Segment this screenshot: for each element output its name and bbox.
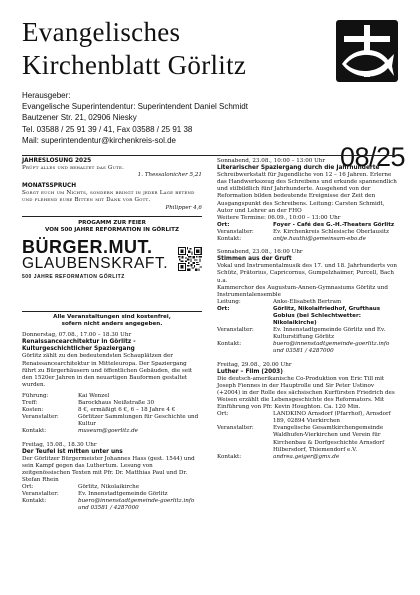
event-date: Sonnabend, 23.08., 10:00 – 13:00 Uhr — [217, 158, 326, 164]
detail-value: Görlitz, Nikolaifriedhof, Grufthaus Gobius (bei Schlechtwetter: Nikolaikirche) — [273, 305, 381, 327]
detail-key: Kontakt: — [22, 498, 47, 505]
event-title: Literarischer Spaziergang durch die Jahrhunderte — [217, 165, 380, 172]
banner-line-3: 500 JAHRE REFORMATION GÖRLITZ — [22, 273, 125, 280]
detail-key: Kontakt: — [217, 453, 242, 460]
contact-link[interactable]: museum@goerlitz.de — [78, 428, 138, 435]
banner-line-2: GLAUBENSKRAFT. — [22, 254, 169, 272]
event-description: Görlitz zählt zu den bedeutendsten Schauplätzen der Renaissancearchitektur in Mitteleuropa. Der Spaziergang führt zu Bürgerhäusern und öffentlichen Gebäuden, die seit den 1520er Jahren in den neuartigen Bauformen gestaltet wurden. — [22, 353, 193, 388]
event-detail-row — [217, 222, 398, 229]
event-detail-row — [22, 498, 202, 512]
monatsspruch-text: Sorgt euch um Nichts, sondern bringt in jeder Lage betend und flehend eure Bitten mit Dank vor Gott. — [22, 190, 195, 204]
event-detail-row — [22, 484, 202, 491]
detail-value: Kai Wenzel — [78, 392, 110, 399]
detail-value: Ev. Kirchenkreis Schlesische Oberlausitz — [273, 228, 389, 235]
detail-key: Kontakt: — [217, 236, 242, 243]
contact-link[interactable]: andrea.geiger@gmx.de — [273, 453, 340, 460]
detail-value: Görlitz, Nikolaikirche — [78, 484, 140, 491]
detail-key: Kontakt: — [217, 341, 242, 348]
contact-link[interactable]: buero@innenstadtgemeinde-goerlitz.info und 03581 / 4287000 — [273, 341, 390, 355]
title-line-2: Kirchenblatt Görlitz — [22, 50, 247, 80]
event-title: Renaissancearchitektur in Görlitz - Kulturgeschichtlicher Spaziergang — [22, 339, 136, 353]
detail-key: Veranstalter: — [217, 425, 254, 432]
programm-heading-1: PROGAMM ZUR FEIER — [78, 219, 146, 226]
event-detail-row — [22, 414, 202, 428]
event-date: Freitag, 15.08., 18.30 Uhr — [22, 441, 97, 448]
detail-value: Ev. Innenstadtgemeinde Görlitz — [78, 491, 168, 498]
event-title: Der Teufel ist mitten unter uns — [22, 448, 123, 455]
event-detail-row — [22, 407, 202, 414]
detail-value: Foyer - Café des G.-H.-Theaters Görlitz — [273, 221, 395, 228]
detail-key: Kontakt: — [22, 428, 47, 435]
event-date: Freitag, 29.08., 20.00 Uhr — [217, 361, 292, 368]
church-fish-logo-icon — [336, 20, 398, 82]
publisher-line: Evangelische Superintendentur: Superintendent Daniel Schmidt — [22, 102, 248, 112]
detail-key: Ort: — [217, 221, 230, 228]
event-detail-row — [22, 400, 202, 407]
event-detail-row — [217, 411, 398, 425]
detail-key: Veranstalter: — [217, 228, 254, 235]
monatsspruch-reference: Philipper 4,6 — [165, 204, 202, 211]
event-date: Sonnabend, 23.08., 16:00 Uhr — [217, 249, 303, 256]
programm-rule — [22, 216, 202, 217]
issue-number: 08/25 — [340, 142, 406, 172]
reformation-banner — [22, 238, 202, 281]
detail-key: Ort: — [217, 305, 230, 312]
free-note-2: sofern nicht anders angegeben. — [61, 321, 163, 328]
event-detail-row — [217, 425, 398, 453]
detail-value: Evangelische Gesamtkirchengemeinde Waldhufen-Vierkirchen und Verein für Kirchenbau & Dorfgeschichte Arnsdorf Hilbersdorf, Thiemendorf e.V. — [273, 425, 385, 453]
detail-value: Ev. Innenstadtgemeinde Görlitz und Ev. Kulturstiftung Görlitz — [273, 327, 386, 341]
event-detail-row — [217, 229, 398, 236]
event-detail-row — [217, 341, 398, 355]
event-detail-row — [22, 428, 202, 435]
detail-value: Anke-Elisabeth Bertram — [273, 298, 342, 305]
event-description: Schreibwerkstatt für Jugendliche von 12 – 16 Jahren. Erlerne das Handwerkszeug des Schreibens und erkunde spannendlich und stilbildlich fünf Jahrhunderte. Ausgehend von der Reformation bilden bedeutende Ereignisse der Zeit den Ausgangspunkt des Schreibens. Leitung: Carsten Schmidt, Autor und Lehrer an der FHO — [217, 172, 397, 214]
header-rule — [22, 155, 398, 156]
event-detail-row — [217, 299, 398, 306]
publisher-line: Bautzener Str. 21, 02906 Niesky — [22, 113, 137, 123]
publisher-info — [22, 90, 352, 146]
event-detail-row — [217, 327, 398, 341]
event-title: Stimmen aus der Gruft — [217, 256, 292, 263]
contact-link[interactable]: antje.hauthi@gemeinsam-ebo.de — [273, 236, 366, 243]
event-title: Luther – Film (2003) — [217, 368, 283, 375]
detail-value: Görlitzer Sammlungen für Geschichte und Kultur — [78, 414, 199, 428]
detail-value: Barockhaus Neißstraße 30 — [78, 400, 154, 407]
event-description: Vokal und Instrumentalmusik des 17. und 18. Jahrhunderts von Schütz, Prätorius, Capricornus, Gumpelzhaimer, Purcell, Bach u.a. — [217, 263, 397, 284]
event-description: Die deutsch-amerikanische Co-Produktion von Eric Till mit Joseph Fiennes in der Hauptrolle und Sir Peter Ustinov (+2004) in der Rolle des sächsischen Kurfürsten Friedrich des Weisen erzählt die Lebensgeschichte des Reformators. Mit Einführung von Pfr. Kevin Houghton. Ca. 120 Min. — [217, 375, 395, 411]
event-date: Donnerstag, 07.08., 17.00 – 18.30 Uhr — [22, 332, 132, 339]
jahreslosung-text: Prüft alles und behaltet das Gute. — [22, 165, 125, 172]
detail-key: Veranstalter: — [217, 327, 254, 334]
right-column — [217, 158, 398, 461]
qr-code-icon[interactable] — [178, 240, 202, 278]
title-line-1: Evangelisches — [22, 17, 181, 47]
event-extra-dates: Weitere Termine: 06.09., 10:00 – 13:00 Uhr — [217, 214, 341, 221]
detail-key: Veranstalter: — [22, 414, 59, 421]
detail-value: LANDKINO Arnsdorf (Pfarrhof), Arnsdorf 189, 02894 Vierkirchen — [273, 411, 391, 425]
free-note-1: Alle Veranstaltungen sind kostenfrei, — [53, 314, 171, 320]
event-description-2: Kammerchor des Augustum-Annen-Gymnasiums Görlitz und Instrumentalensemble — [217, 284, 388, 298]
jahreslosung-reference: 1. Thessalonicher 5,21 — [137, 172, 202, 179]
left-events — [22, 314, 202, 512]
event-detail-row — [217, 306, 398, 327]
event-detail-row — [217, 454, 398, 461]
banner-line-1: BÜRGER.MUT. — [22, 236, 153, 257]
detail-key: Ort: — [217, 411, 229, 418]
monatsspruch-heading: MONATSSPRUCH — [22, 183, 77, 190]
detail-value: 8 €, ermäßigt 6 €, 6 – 18 Jahre 4 € — [78, 407, 176, 414]
detail-key: Leitung: — [217, 298, 241, 305]
event-description: Der Görlitzer Bürgermeister Johannes Hass (gest. 1544) und sein Kampf gegen das Luthertum. Lesung von zeitgenössischen Texten mit Pfr. Dr. Matthias Paul und Dr. Stefan Rhein — [22, 455, 195, 483]
contact-link[interactable]: buero@innenstadtgemeinde-goerlitz.info und 03581 / 4287000 — [78, 498, 195, 512]
publisher-line: Mail: superintendentur@kirchenkreis-sol.de — [22, 135, 176, 145]
left-section-rule — [22, 311, 202, 312]
masthead-title — [22, 16, 246, 82]
detail-key: Treff: — [22, 400, 38, 407]
detail-key: Veranstalter: — [22, 491, 59, 498]
detail-key: Führung: — [22, 392, 49, 399]
event-detail-row — [217, 236, 398, 243]
detail-key: Kosten: — [22, 407, 44, 414]
publisher-line: Tel. 03588 / 25 91 39 / 41, Fax 03588 / 25 91 38 — [22, 124, 193, 134]
programm-heading-2: VON 500 JAHRE REFORMATION IN GÖRLITZ — [44, 226, 180, 233]
event-detail-row — [22, 393, 202, 400]
jahreslosung-heading: JAHRESLOSUNG 2025 — [22, 158, 92, 164]
detail-key: Ort: — [22, 484, 34, 491]
publisher-line: Herausgeber: — [22, 91, 71, 100]
left-column — [22, 158, 202, 281]
